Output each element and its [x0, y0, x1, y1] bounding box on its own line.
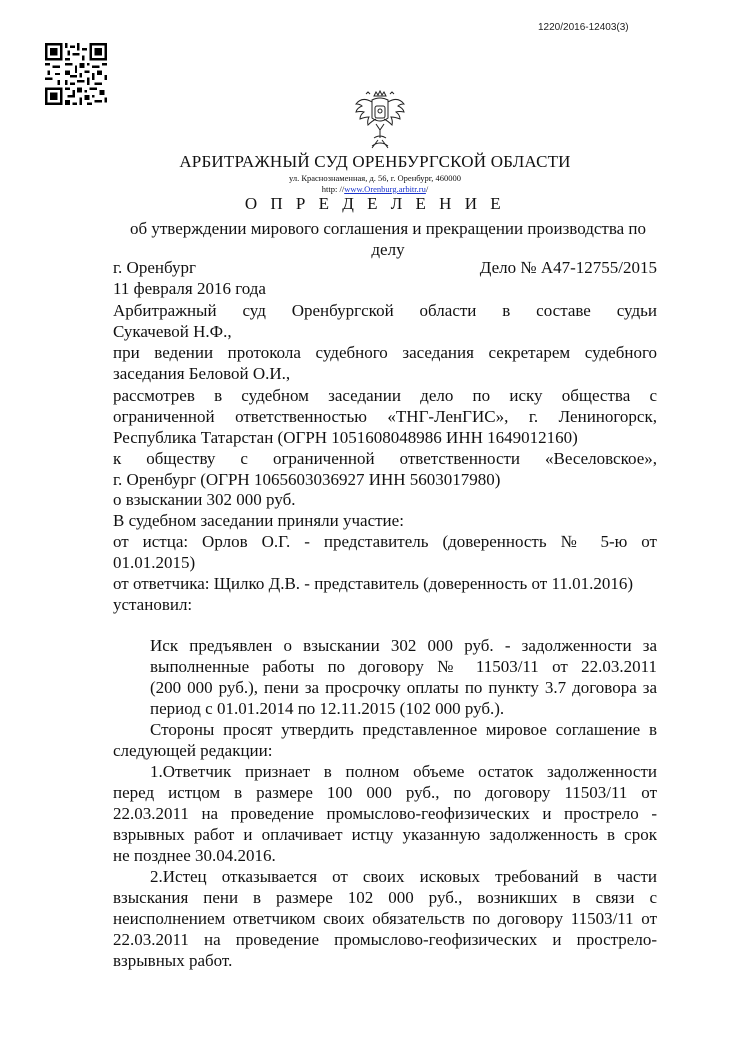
defendant-paragraph: к обществу с ограниченной ответственности «Веселовское», г. Оренбург (ОГРН 1065603036927 ИНН 5603017980) — [113, 449, 657, 489]
considered-paragraph: рассмотрев в судебном заседании дело по иску общества с ограниченной ответственностью «ТНГ-ЛенГИС», г. Лениногорск, Республика Татарстан (ОГРН 1051608048986 ИНН 1649012160) — [113, 386, 657, 447]
coat-of-arms-emblem — [354, 90, 406, 152]
document-number: 1220/2016-12403(3) — [538, 22, 629, 33]
decision-date: 11 февраля 2016 года — [113, 279, 266, 298]
paragraph-term-2: 2.Истец отказывается от своих исковых требований в части взыскания пени в размере 102 000 руб., возникших в связи с неисполнением ответчиком своих обязательств по договору 11503/11 от 22.03.2011 на проведение промыслово-геофизических и прострело- взрывных работ. — [113, 867, 657, 970]
document-subject: об утверждении мирового соглашения и прекращении производства по делу — [129, 219, 647, 259]
city-case-row — [113, 258, 657, 278]
paragraph-settlement-request: Стороны просят утвердить представленное мировое соглашение в следующей редакции: — [113, 720, 657, 760]
court-name: АРБИТРАЖНЫЙ СУД ОРЕНБУРГСКОЙ ОБЛАСТИ — [179, 152, 571, 171]
qr-code — [45, 43, 107, 105]
court-url: http: //www.Orenburg.arbitr.ru/ — [321, 184, 429, 194]
established-heading: установил: — [113, 595, 193, 614]
participants-intro: В судебном заседании приняли участие: — [113, 511, 404, 530]
plaintiff-representative: от истца: Орлов О.Г. - представитель (доверенность № 5-ю от 01.01.2015) — [113, 532, 657, 572]
document-type: О П Р Е Д Е Л Е Н И Е — [244, 194, 506, 213]
paragraph-claim-details: Иск предъявлен о взыскании 302 000 руб. - задолженности за выполненные работы по договору № 11503/11 от 22.03.2011 (200 000 руб.), пени за просрочку оплаты по пункту 3.7 договора за период с 01.01.2014 по 12.11.2015 (102 000 руб.). — [150, 636, 657, 718]
court-website-link[interactable]: www.Orenburg.arbitr.ru — [344, 184, 426, 194]
case-number: Дело № А47-12755/2015 — [479, 258, 657, 277]
defendant-representative: от ответчика: Щилко Д.В. - представитель (доверенность от 11.01.2016) — [113, 574, 633, 593]
city: г. Оренбург — [113, 258, 196, 277]
secretary-paragraph: при ведении протокола судебного заседания секретарем судебного заседания Беловой О.И., — [113, 343, 657, 383]
claim-line: о взыскании 302 000 руб. — [113, 490, 296, 509]
paragraph-term-1: 1.Ответчик признает в полном объеме остаток задолженности перед истцом в размере 100 000 руб., по договору 11503/11 от 22.03.2011 на проведение промыслово-геофизических и прострело - взрывных работ и оплачивает истцу указанную задолженность в срок не позднее 30.04.2016. — [113, 762, 657, 865]
court-address: ул. Краснознаменная, д. 56, г. Оренбург, 460000 — [288, 173, 462, 183]
judge-paragraph: Арбитражный суд Оренбургской области в составе судьи Сукачевой Н.Ф., — [113, 301, 657, 341]
